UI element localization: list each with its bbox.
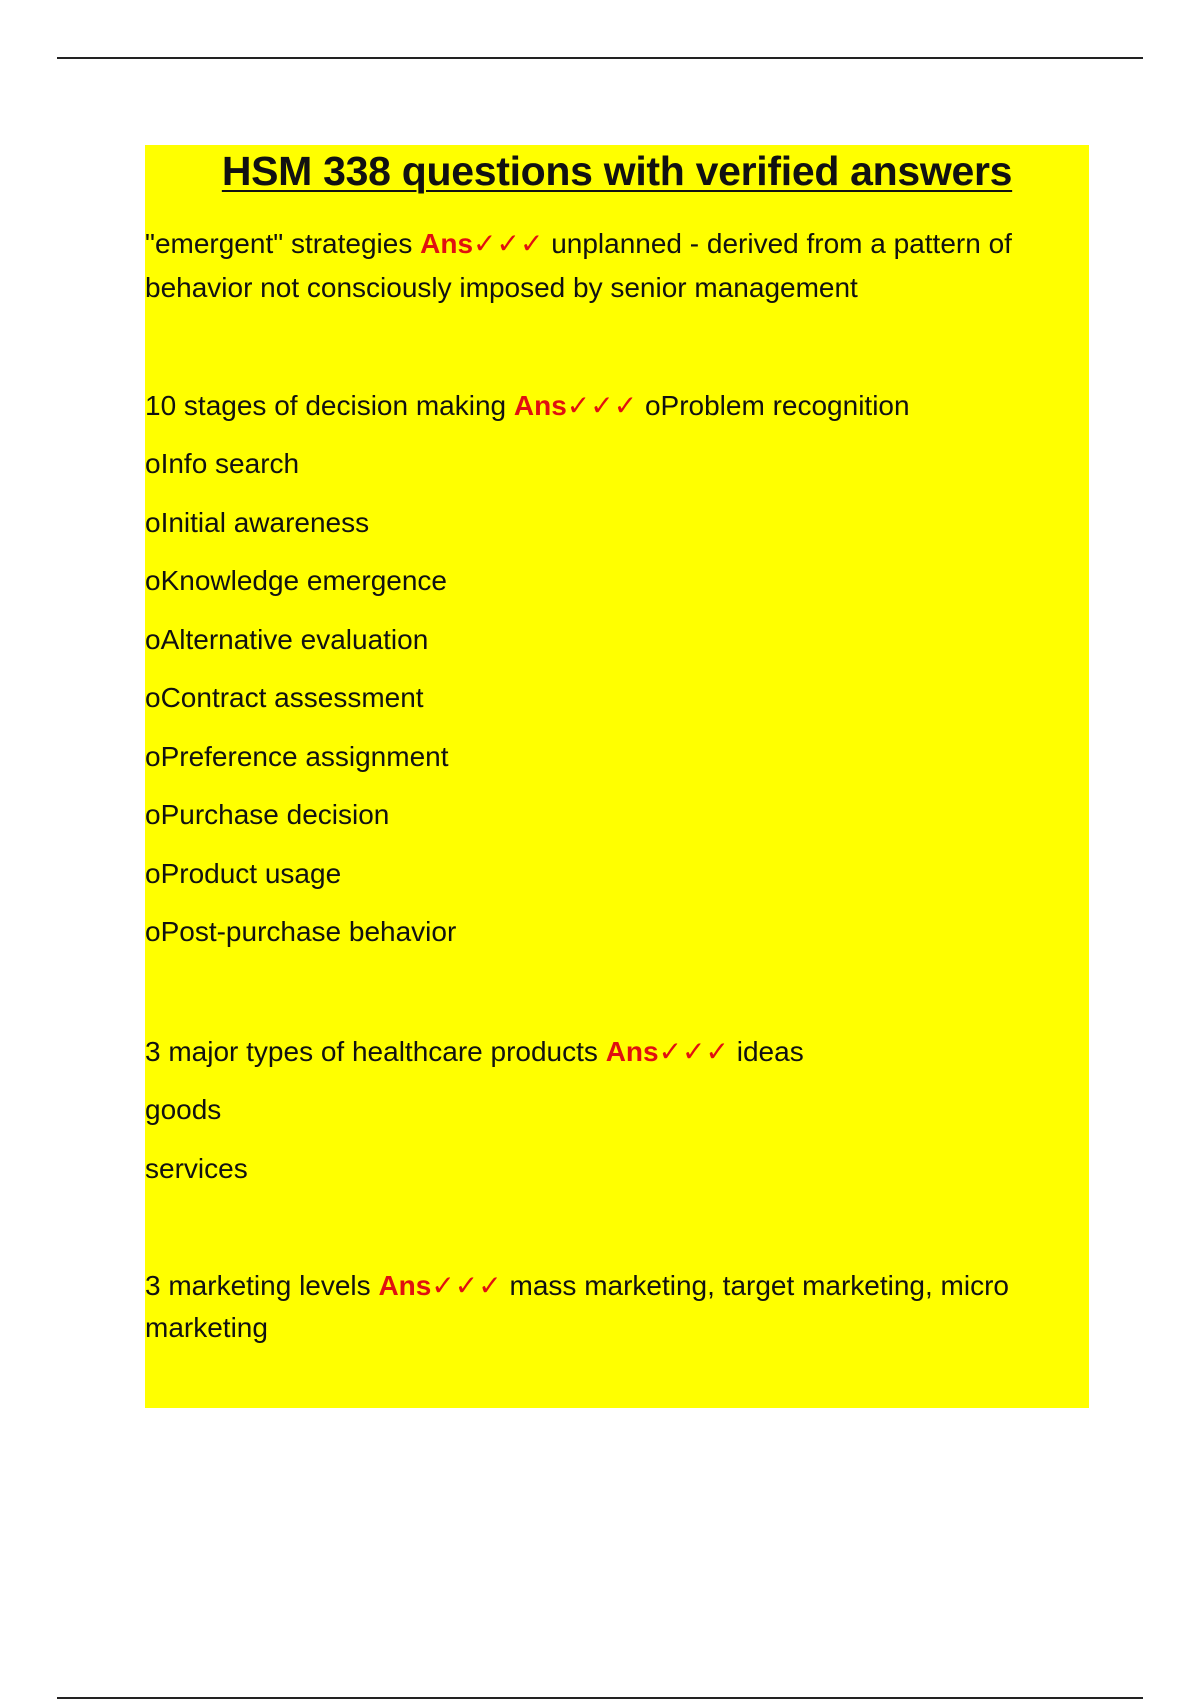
answer-text: unplanned - derived from a pattern of [543, 228, 1012, 259]
answer-text: oProblem recognition [637, 390, 910, 421]
ans-label: Ans [513, 390, 567, 421]
highlighted-content [145, 145, 1089, 1408]
answer-continuation: marketing [145, 1312, 268, 1343]
list-item: oKnowledge emergence [145, 565, 447, 596]
ans-label: Ans [378, 1270, 432, 1301]
question-text: 10 stages of decision making [145, 390, 514, 421]
qa-item-healthcare-products [145, 1030, 1089, 1074]
list-item: oAlternative evaluation [145, 624, 429, 655]
document-title: HSM 338 questions with verified answers [221, 148, 1013, 194]
list-item: services [145, 1153, 248, 1184]
question-text: 3 major types of healthcare products [145, 1036, 606, 1067]
list-item: oPreference assignment [145, 741, 449, 772]
qa-item-marketing-levels [145, 1264, 1089, 1308]
checkmark-icon: ✓✓✓ [658, 1036, 729, 1067]
answer-text: mass marketing, target marketing, micro [501, 1270, 1010, 1301]
list-item: oProduct usage [145, 858, 342, 889]
checkmark-icon: ✓✓✓ [473, 228, 544, 259]
list-item: oInitial awareness [145, 507, 370, 538]
list-item: oInfo search [145, 448, 300, 479]
list-item: oContract assessment [145, 682, 424, 713]
answer-continuation: behavior not consciously imposed by senior management [145, 272, 858, 303]
list-item: goods [145, 1094, 222, 1125]
header-rule [57, 57, 1143, 59]
question-text: 3 marketing levels [145, 1270, 379, 1301]
checkmark-icon: ✓✓✓ [566, 390, 638, 421]
list-item: oPurchase decision [145, 799, 390, 830]
question-text: "emergent" strategies [145, 228, 421, 259]
answer-text: ideas [728, 1036, 804, 1067]
footer-rule [57, 1697, 1143, 1699]
checkmark-icon: ✓✓✓ [431, 1270, 502, 1301]
qa-item-emergent-strategies [145, 222, 1089, 266]
ans-label: Ans [420, 228, 474, 259]
ans-label: Ans [605, 1036, 659, 1067]
qa-item-decision-stages [145, 384, 1089, 428]
list-item: oPost-purchase behavior [145, 916, 457, 947]
